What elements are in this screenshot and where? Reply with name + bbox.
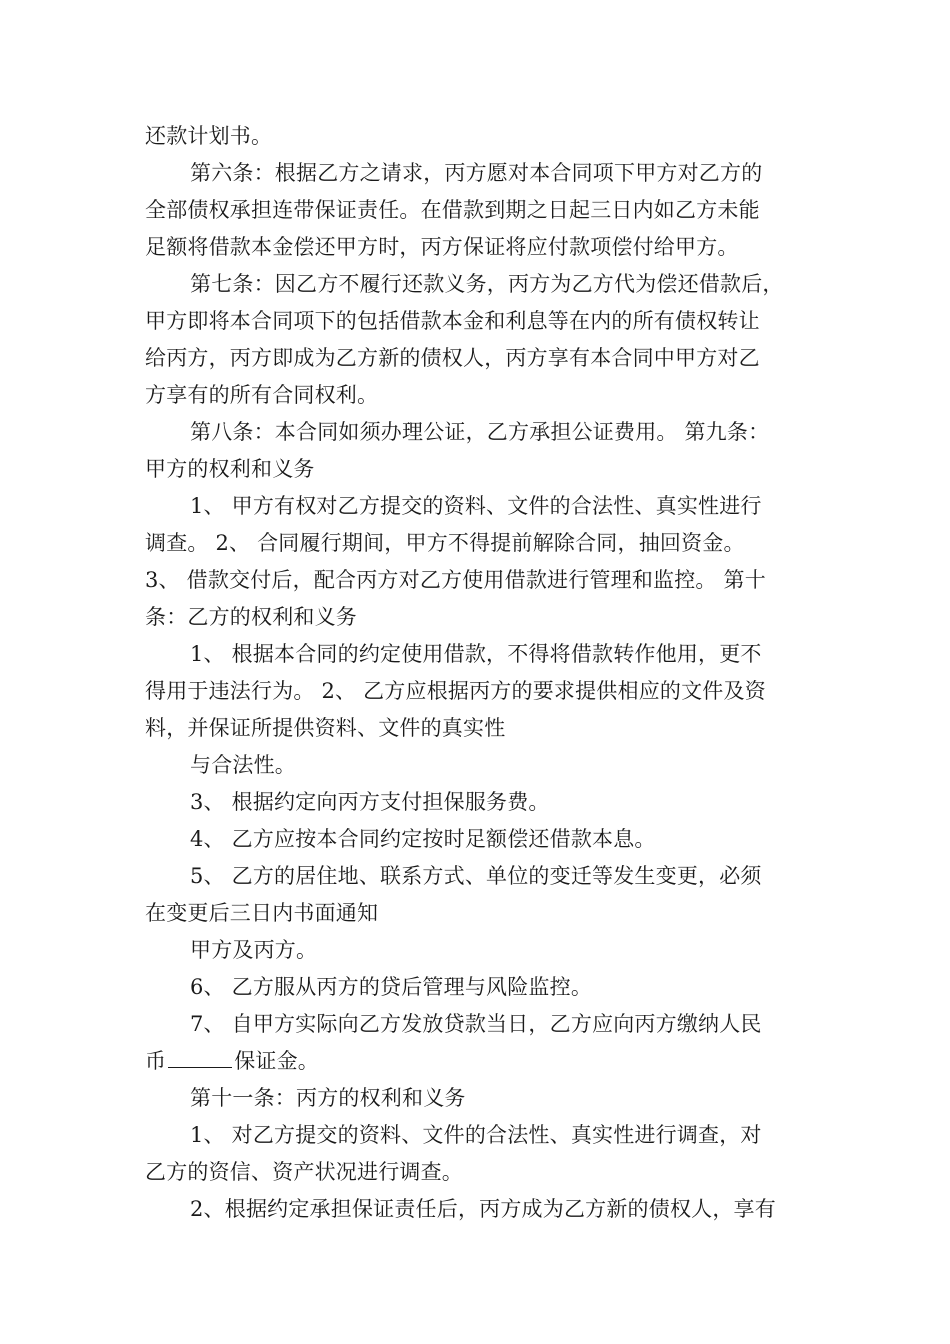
list-item-line: 3、 根据约定向丙方支付担保服务费。 [190, 790, 550, 814]
article-eight-line: 第八条：本合同如须办理公证，乙方承担公证费用。 第九条： [190, 420, 770, 444]
article-nine-heading: 甲方的权利和义务 [145, 457, 315, 481]
paragraph-line: 调查。 2、 合同履行期间，甲方不得提前解除合同，抽回资金。 [145, 531, 745, 555]
list-item-line: 4、 乙方应按本合同约定按时足额偿还借款本息。 [190, 827, 656, 851]
deposit-suffix: 保证金。 [234, 1049, 320, 1073]
paragraph-line: 与合法性。 [190, 753, 296, 777]
paragraph-line: 料，并保证所提供资料、文件的真实性 [145, 716, 506, 740]
list-item-line: 2、根据约定承担保证责任后，丙方成为乙方新的债权人，享有 [190, 1197, 776, 1221]
list-item-line: 1、 甲方有权对乙方提交的资料、文件的合法性、真实性进行 [190, 494, 762, 518]
list-item-line: 1、 根据本合同的约定使用借款，不得将借款转作他用，更不 [190, 642, 762, 666]
paragraph-line: 给丙方，丙方即成为乙方新的债权人，丙方享有本合同中甲方对乙 [145, 346, 760, 370]
deposit-amount-blank [168, 1049, 232, 1068]
article-seven-line: 第七条：因乙方不履行还款义务，丙方为乙方代为偿还借款后， [190, 272, 784, 296]
list-item-line: 1、 对乙方提交的资料、文件的合法性、真实性进行调查，对 [190, 1123, 762, 1147]
paragraph-line: 甲方及丙方。 [190, 938, 318, 962]
list-item-line: 7、 自甲方实际向乙方发放贷款当日，乙方应向丙方缴纳人民 [190, 1012, 762, 1036]
article-ten-heading: 条：乙方的权利和义务 [145, 605, 357, 629]
paragraph-line: 在变更后三日内书面通知 [145, 901, 379, 925]
article-eleven-heading: 第十一条：丙方的权利和义务 [190, 1086, 466, 1110]
paragraph-line: 乙方的资信、资产状况进行调查。 [145, 1160, 463, 1184]
list-item-line: 5、 乙方的居住地、联系方式、单位的变迁等发生变更，必须 [190, 864, 762, 888]
deposit-line [145, 1046, 319, 1076]
paragraph-line: 足额将借款本金偿还甲方时，丙方保证将应付款项偿付给甲方。 [145, 235, 739, 259]
paragraph-line: 全部债权承担连带保证责任。在借款到期之日起三日内如乙方未能 [145, 198, 760, 222]
paragraph-line: 还款计划书。 [145, 124, 273, 148]
article-six-line: 第六条：根据乙方之请求，丙方愿对本合同项下甲方对乙方的 [190, 161, 763, 185]
paragraph-line: 得用于违法行为。 2、 乙方应根据丙方的要求提供相应的文件及资 [145, 679, 766, 703]
currency-prefix: 币 [145, 1049, 167, 1073]
paragraph-line: 甲方即将本合同项下的包括借款本金和利息等在内的所有债权转让 [145, 309, 760, 333]
list-item-line: 6、 乙方服从丙方的贷后管理与风险监控。 [190, 975, 593, 999]
paragraph-line: 方享有的所有合同权利。 [145, 383, 379, 407]
paragraph-line: 3、 借款交付后，配合丙方对乙方使用借款进行管理和监控。 第十 [145, 568, 766, 592]
